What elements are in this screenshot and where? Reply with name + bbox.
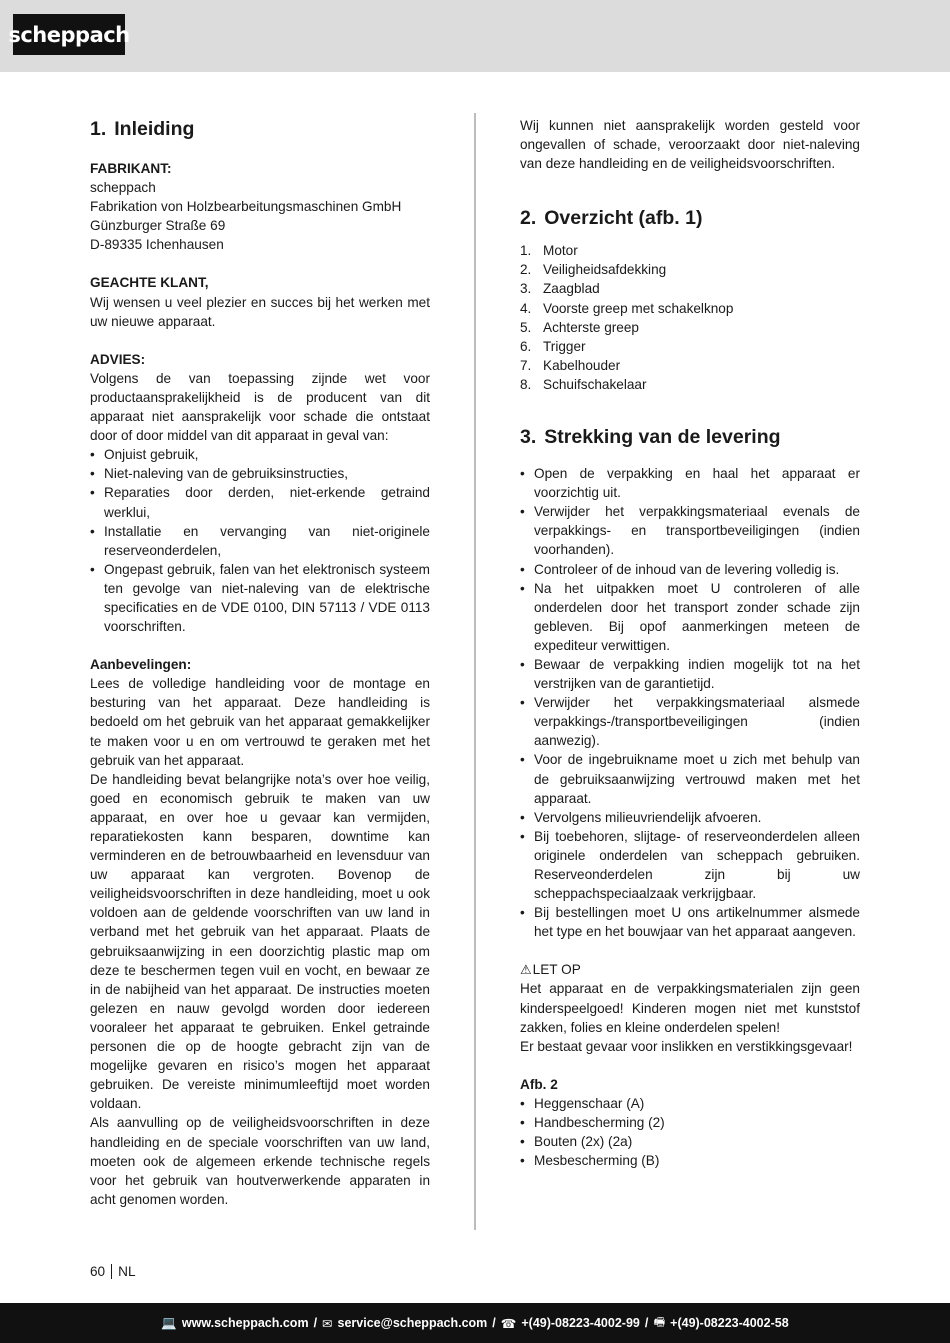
item-number: 4. [520,300,532,316]
item-number: 1. [520,243,532,259]
brand-logo [8,14,130,55]
left-column [90,116,430,1209]
item-number: 6. [520,338,532,354]
item-text: Zaagblad [543,281,600,297]
fax-number: +(49)-08223-4002-58 [670,1316,789,1330]
list-item: • Reparaties door derden, niet-erkende getraind werklui, [90,483,430,521]
item-text: Kabelhouder [543,357,621,373]
list-item [520,337,860,356]
list-item: • Open de verpakking en haal het apparaat er voorzichtig uit. [520,464,860,502]
aanbevelingen-paragraph: De handleiding bevat belangrijke nota’s over hoe veilig, goed en economisch gebruik te maken van uw apparaat, en over hoe u gevaar kan vermijden, reparatiekosten kann besparen, downtime kan verminderen en de betrouwbaarheid en levensduur van uw apparaat kan vergroten. Bovenop de veiligheidsvoorschriften in deze handleiding, moet u ook voldoen aan de geldende voorschriften van uw land in verband met het gebruik van het apparaat. Plaats de gebruiksaanwijzing in een doorzichtig plastic map om deze te beschermen tegen vuil en vocht, en bewaar ze in de nabijheid van het apparaat. De instructies moeten gelezen en nauw gevolgd worden door iedereen vooraleer het apparaat te gebruiken. Enkel getrainde personen die op de hoogte gebracht zijn van de mogelijke gevaren en risico’s mogen het apparaat gebruiken. De vereiste minimumleeftijd moet worden voldaan. [90,771,430,1112]
klant-text: Wij wensen u veel plezier en succes bij het werken met uw nieuwe apparaat. [90,294,430,329]
website-link[interactable]: www.scheppach.com [181,1316,309,1330]
footer-separator: / [492,1316,496,1330]
item-text: Schuifschakelaar [543,376,647,392]
list-item: • Controleer of de inhoud van de levering volledig is. [520,560,860,579]
aanbevelingen-label: Aanbevelingen: [90,657,192,673]
item-text: Trigger [543,338,586,354]
header-bar [0,0,950,72]
list-item [520,356,860,375]
list-item: • Verwijder het verpakkingsmateriaal alsmede verpakkings-/transportbeveiligingen (indien aanwezig). [520,693,860,750]
list-item [520,241,860,260]
advies-text: Volgens de van toepassing zijnde wet voor productaansprakelijkheid is de producent van dit apparaat niet aansprakelijk voor schade die ontstaat door of door middel van dit apparaat in geval van: [90,370,430,444]
list-item: • Voor de ingebruikname moet u zich met behulp van de gebruiksaanwijzing vertrouwd maken met het apparaat. [520,750,860,807]
section-2-title: Overzicht (afb. 1) [544,207,703,230]
list-item: • Mesbescherming (B) [520,1151,860,1170]
item-text: Voorste greep met schakelknop [543,300,734,316]
right-column [520,116,860,1170]
item-text: Achterste greep [543,319,639,335]
item-text: Motor [543,243,578,259]
footer-email[interactable] [322,1316,487,1331]
section-3-heading [520,424,860,450]
page-number [90,1264,136,1279]
list-item: • Handbescherming (2) [520,1113,860,1132]
list-item [520,375,860,394]
list-item [520,299,860,318]
section-3-number: 3. [520,426,537,449]
aanbevelingen-paragraph: Als aanvulling op de veiligheidsvoorschriften in deze handleiding en de speciale voorschriften van uw land, moeten ook de algemeen erkende technische regels voor het gebruik van houtverwerkende apparaten in acht genomen worden. [90,1115,430,1207]
list-item: • Bouten (2x) (2a) [520,1132,860,1151]
list-item: • Bewaar de verpakking indien mogelijk tot na het verstrijken van de garantietijd. [520,655,860,693]
email-link[interactable]: service@scheppach.com [337,1316,488,1330]
item-number: 5. [520,319,532,335]
list-item: • Onjuist gebruik, [90,445,430,464]
fabrikant-line: scheppach [90,180,156,196]
advies-label: ADVIES: [90,351,146,367]
warning-heading [520,960,860,979]
footer-separator: / [313,1316,318,1330]
section-3-title: Strekking van de levering [544,426,781,449]
page-number-value: 60 [90,1264,106,1279]
delivery-list [520,464,860,941]
footer-phone [501,1316,640,1331]
warning-text: Er bestaat gevaar voor inslikken en verstikkingsgevaar! [520,1038,853,1054]
liability-paragraph: Wij kunnen niet aansprakelijk worden gesteld voor ongevallen of schade, veroorzaakt door niet-naleving van deze handleiding en de veiligheidsvoorschriften. [520,118,860,172]
list-item: • Verwijder het verpakkingsmateriaal evenals de verpakkings- en transportbeveiligingen (indien voorhanden). [520,502,860,559]
list-item: • Bij bestellingen moet U ons artikelnummer alsmede het type en het bouwjaar van het apparaat aangeven. [520,903,860,941]
column-divider [474,113,476,1230]
footer-fax [653,1313,788,1334]
warning-label: LET OP [532,962,581,978]
list-item [520,279,860,298]
aanbevelingen-paragraph: Lees de volledige handleiding voor de montage en besturing van het apparaat. Deze handleiding is bedoeld om het gebruik van het apparaat gemakkelijker te maken voor u en om vertrouwd te geraken met het gebruik van het apparaat. [90,676,430,768]
warning-text: Het apparaat en de verpakkingsmaterialen zijn geen kinderspeelgoed! Kinderen mogen niet met kunststof zakken, folies en kleine onderdelen spelen! [520,981,860,1035]
list-item: • Heggenschaar (A) [520,1094,860,1113]
item-number: 3. [520,281,532,297]
overview-list [520,241,860,394]
section-2-number: 2. [520,207,537,230]
list-item: • Ongepast gebruik, falen van het elektronisch systeem ten gevolge van niet-naleving van de elektrische specificaties en de VDE 0100, DIN 57113 / VDE 0113 voorschriften. [90,560,430,636]
section-1-heading [90,116,430,142]
klant-label: GEACHTE KLANT, [90,275,209,291]
list-item: • Niet-naleving van de gebruiksinstructies, [90,464,430,483]
item-text: Veiligheidsafdekking [543,262,667,278]
fabrikant-line: Günzburger Straße 69 [90,218,226,234]
section-1-title: Inleiding [114,118,195,140]
advies-list [90,445,430,636]
fabrikant-line: D-89335 Ichenhausen [90,237,224,253]
mail-icon: ✉ [322,1316,333,1331]
list-item: • Bij toebehoren, slijtage- of reserveonderdelen alleen originele onderdelen van scheppach gebruiken. Reserveonderdelen zijn bij uw scheppachspeciaalzaak verkrijgbaar. [520,827,860,903]
list-item [520,318,860,337]
footer-website[interactable] [161,1316,308,1331]
fabrikant-label: FABRIKANT: [90,161,172,176]
item-number: 7. [520,357,532,373]
phone-icon: ☎ [500,1316,517,1331]
section-1-number: 1. [90,118,107,140]
footer-separator: / [644,1316,649,1330]
afb2-list [520,1094,860,1170]
footer-bar [0,1303,950,1343]
list-item [520,260,860,279]
item-number: 8. [520,376,532,392]
afb2-label: Afb. 2 [520,1076,558,1092]
list-item: • Installatie en vervanging van niet-originele reserveonderdelen, [90,522,430,560]
list-item: • Na het uitpakken moet U controleren of alle onderdelen door het transport zonder schade zijn gebleven. Bij opof aanmerkingen meteen de expediteur verwittigen. [520,579,860,655]
warning-icon: ⚠ [520,962,532,978]
page-separator [111,1264,112,1279]
fax-icon: 🖷 [653,1314,666,1329]
section-2-heading [520,205,860,231]
logo-text: scheppach [8,22,130,47]
list-item: • Vervolgens milieuvriendelijk afvoeren. [520,808,860,827]
fabrikant-line: Fabrikation von Holzbearbeitungsmaschinen GmbH [90,199,402,215]
phone-number: +(49)-08223-4002-99 [521,1316,640,1330]
computer-icon: 💻 [161,1315,177,1330]
item-number: 2. [520,262,532,278]
page-language: NL [118,1264,136,1279]
